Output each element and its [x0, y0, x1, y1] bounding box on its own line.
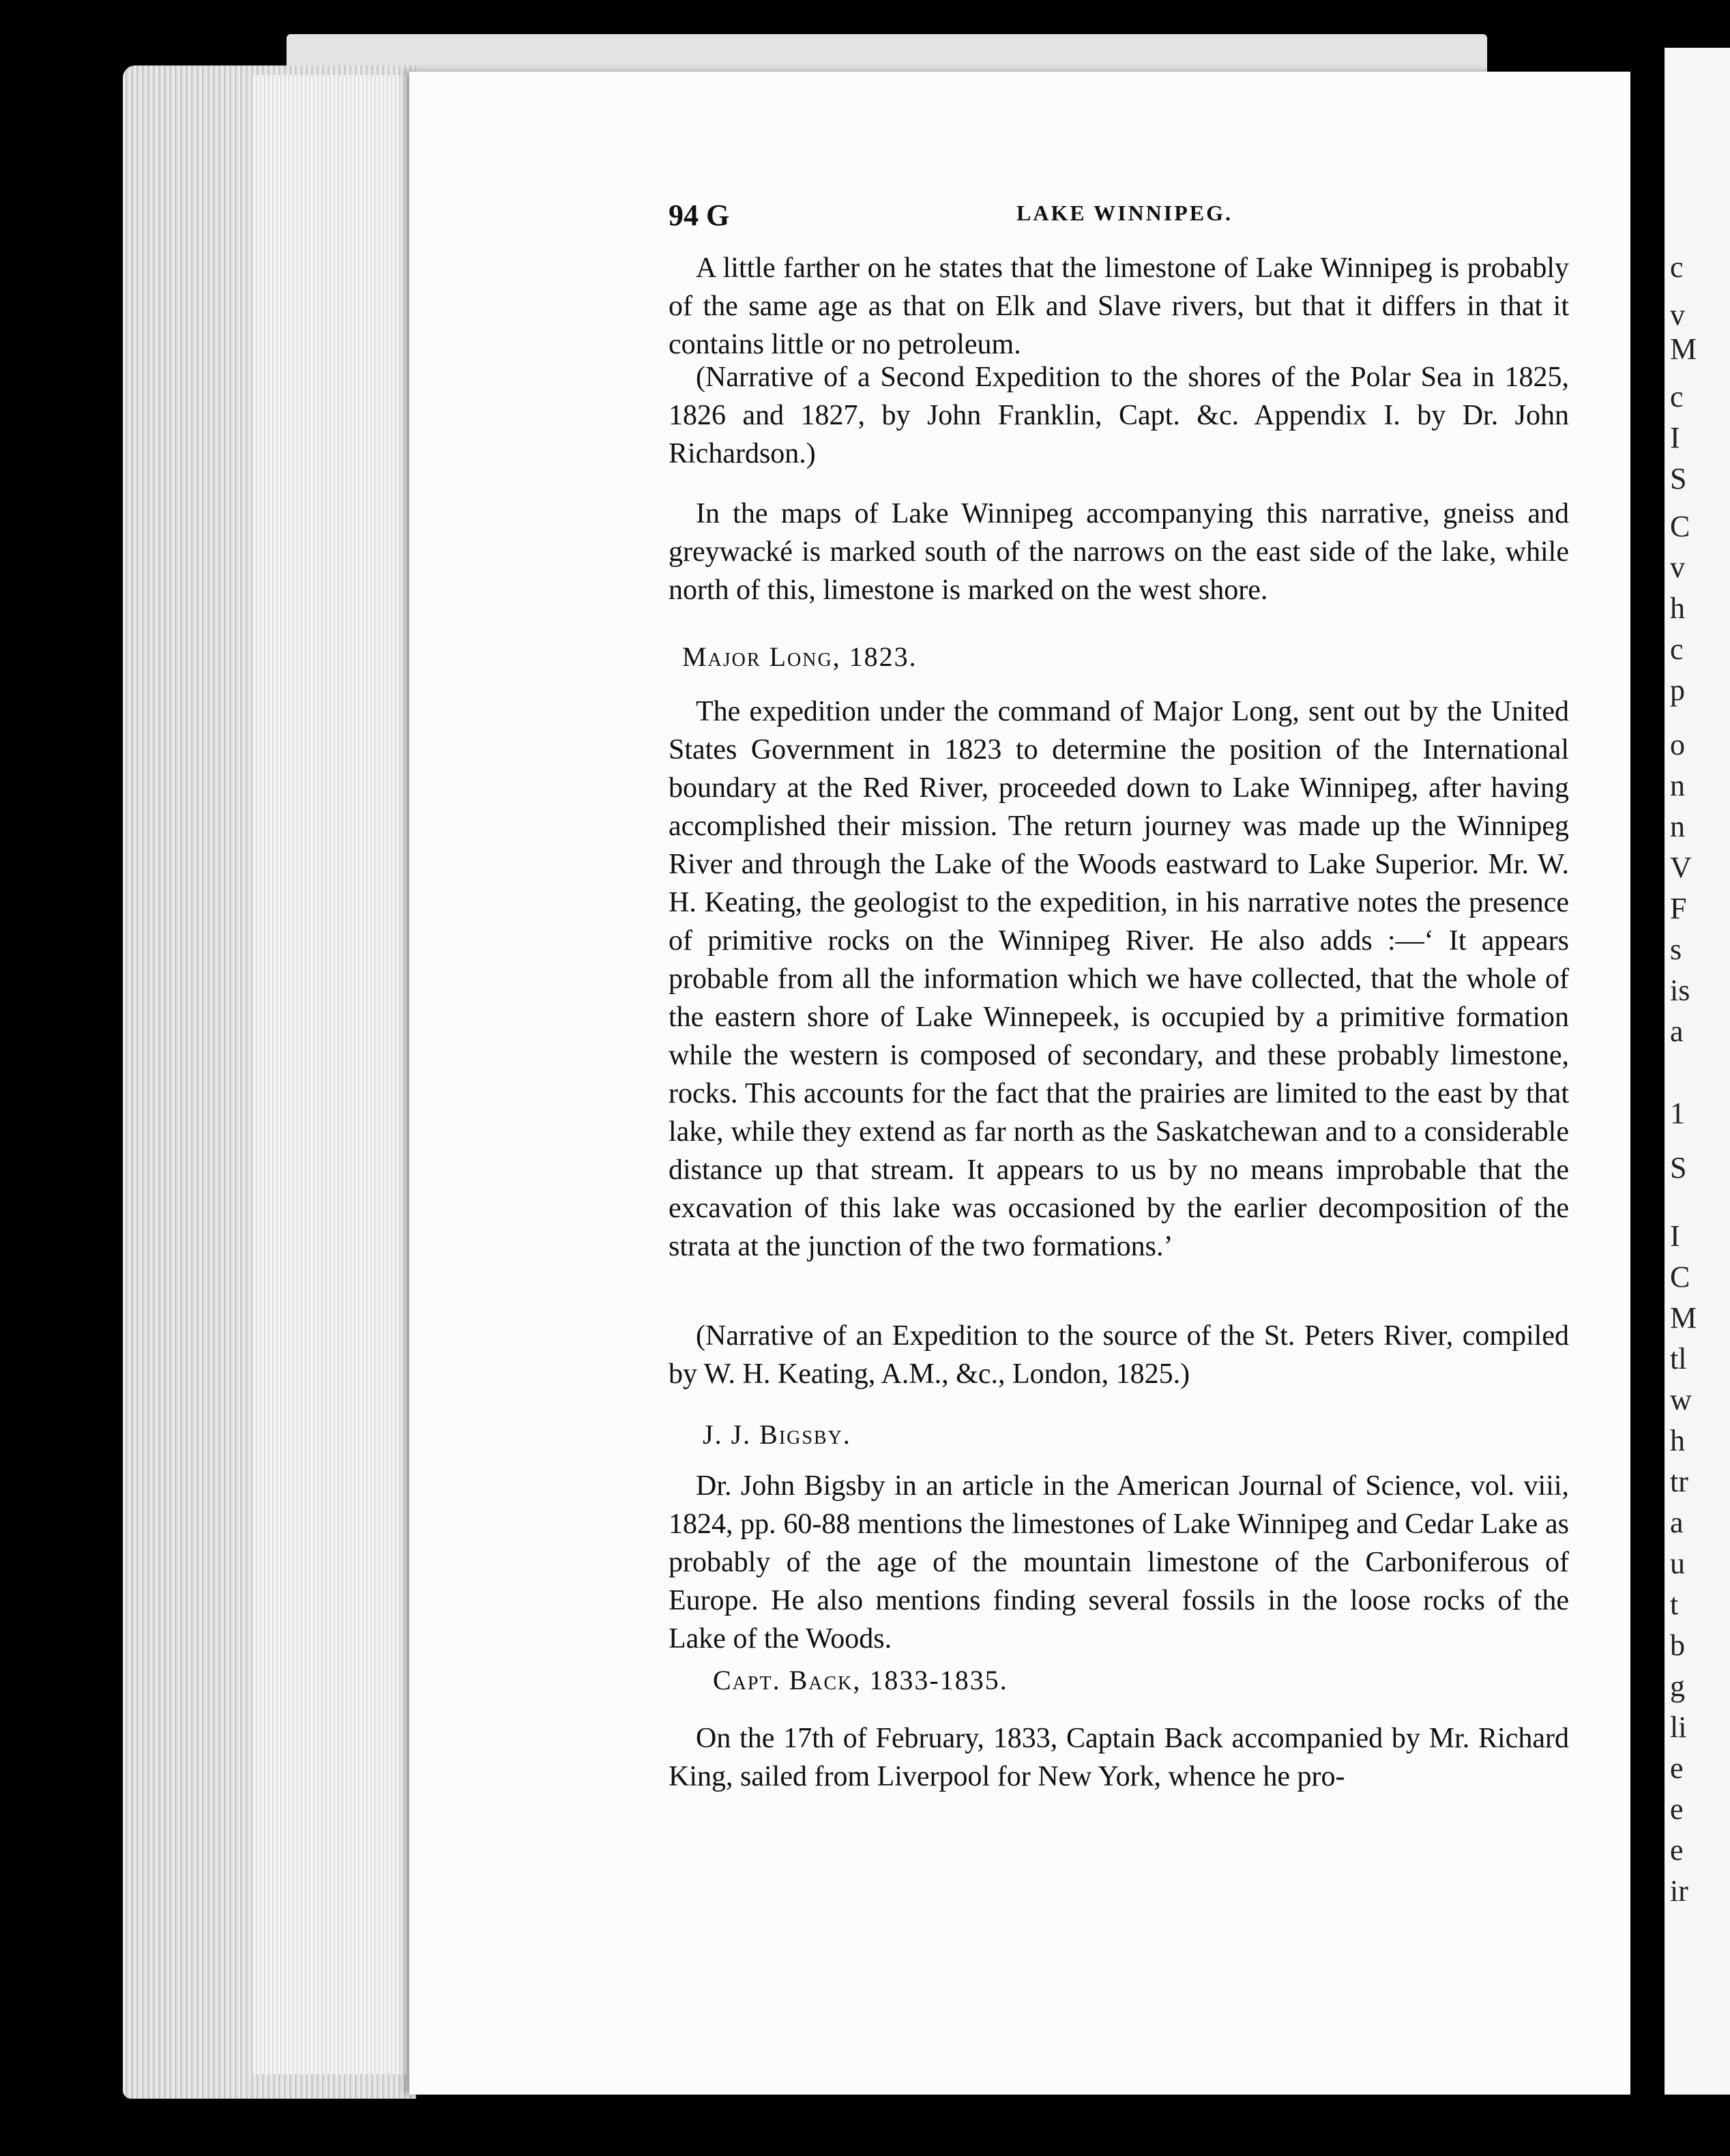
facing-page-fragment: b — [1670, 1629, 1685, 1662]
section-heading-capt-back: Capt. Back, 1833-1835. — [713, 1665, 1008, 1695]
paragraph-maps: In the maps of Lake Winnipeg accompanying this narrative, gneiss and greywacké is marked south of the narrows on the east side of the lake, while north of this, limestone is marked on the west shore. — [669, 498, 1569, 606]
facing-page-fragment: F — [1670, 892, 1687, 925]
facing-page-fragment: p — [1670, 673, 1685, 707]
facing-page-fragment: e — [1670, 1833, 1684, 1867]
page-number: 94 G — [669, 199, 730, 232]
running-header — [669, 198, 1583, 239]
facing-page-fragment: M — [1670, 1301, 1697, 1335]
citation-franklin: (Narrative of a Second Expedition to the shores of the Polar Sea in 1825, 1826 and 1827, by John Franklin, Capt. &c. Appendix I. by Dr. John Richardson.) — [669, 362, 1569, 469]
facing-page-fragment: g — [1670, 1670, 1685, 1703]
facing-page-fragment: li — [1670, 1710, 1687, 1744]
citation-keating: (Narrative of an Expedition to the source of the St. Peters River, compiled by W. H. Keating, A.M., &c., London, 1825.) — [669, 1320, 1569, 1390]
facing-page-fragment: is — [1670, 974, 1690, 1007]
book-page-edges-inner — [252, 75, 416, 2074]
facing-page-fragment: c — [1670, 632, 1684, 666]
facing-page-fragment: v — [1670, 551, 1685, 584]
book-top-edge — [287, 34, 1487, 75]
facing-page-fragment: V — [1670, 851, 1692, 884]
facing-page-fragment: c — [1670, 380, 1684, 413]
facing-page-fragment: C — [1670, 510, 1690, 543]
facing-page-fragment: o — [1670, 728, 1685, 761]
running-head-title: LAKE WINNIPEG. — [1016, 201, 1233, 225]
paragraph-elk-slave: A little farther on he states that the limestone of Lake Winnipeg is probably of the same age as that on Elk and Slave rivers, but that it differs in that it contains little or no petroleum. — [669, 252, 1569, 360]
facing-page-fragment: ir — [1670, 1874, 1688, 1908]
facing-page-fragment: e — [1670, 1792, 1684, 1826]
facing-page-fragment: I — [1670, 421, 1680, 454]
facing-page-fragment: a — [1670, 1506, 1684, 1539]
facing-page-fragment: u — [1670, 1547, 1685, 1580]
facing-page-fragment: S — [1670, 1151, 1687, 1184]
facing-page-fragment: e — [1670, 1751, 1684, 1785]
facing-page-fragment: a — [1670, 1015, 1684, 1048]
section-heading-bigsby: J. J. Bigsby. — [703, 1419, 851, 1450]
section-heading-major-long: Major Long, 1823. — [682, 641, 918, 672]
facing-page-fragment: n — [1670, 810, 1685, 843]
facing-page-fragment: c — [1670, 250, 1684, 284]
facing-page-fragment: w — [1670, 1383, 1692, 1416]
facing-page-fragment: M — [1670, 332, 1697, 366]
facing-page-fragment: n — [1670, 769, 1685, 802]
facing-page-fragment: tr — [1670, 1465, 1688, 1498]
facing-page-fragment: h — [1670, 1424, 1685, 1457]
facing-page-fragment: s — [1670, 933, 1682, 966]
facing-page-fragment: C — [1670, 1260, 1690, 1294]
facing-page-fragment: t — [1670, 1588, 1679, 1621]
paragraph-bigsby: Dr. John Bigsby in an article in the American Journal of Science, vol. viii, 1824, pp. 60-88 mentions the limestones of Lake Winnipeg and Cedar Lake as probably of the age of the mountain limestone of the Carboniferous of Europe. He also mentions finding several fossils in the loose rocks of the Lake of the Woods. — [669, 1470, 1569, 1655]
facing-page-fragment: tl — [1670, 1342, 1687, 1375]
facing-page-fragment: v — [1670, 298, 1685, 332]
facing-page-edge — [1665, 48, 1730, 2095]
facing-page-fragment: h — [1670, 592, 1685, 625]
paragraph-capt-back: On the 17th of February, 1833, Captain Back accompanied by Mr. Richard King, sailed from Liverpool for New York, whence he pro- — [669, 1723, 1569, 1792]
facing-page-fragment: I — [1670, 1219, 1680, 1253]
paragraph-major-long: The expedition under the command of Major Long, sent out by the United States Government in 1823 to determine the position of the International boundary at the Red River, proceeded down to Lake Winnipeg, after having accomplished their mission. The return journey was made up the Winnipeg River and through the Lake of the Woods eastward to Lake Superior. Mr. W. H. Keating, the geologist to the expedition, in his narrative notes the presence of primitive rocks on the Winnipeg River. He also adds :—‘ It appears probable from all the information which we have collected, that the whole of the eastern shore of Lake Winnepeek, is occupied by a primitive formation while the western is composed of secondary, and these probably limestone, rocks. This accounts for the fact that the prairies are limited to the east by that lake, while they extend as far north as the Saskatchewan and to a considerable distance up that stream. It appears to us by no means improbable that the excavation of this lake was occasioned by the earlier decomposition of the strata at the junction of the two formations.’ — [669, 696, 1569, 1262]
facing-page-fragment: 1 — [1670, 1096, 1685, 1130]
facing-page-fragment: S — [1670, 462, 1687, 495]
